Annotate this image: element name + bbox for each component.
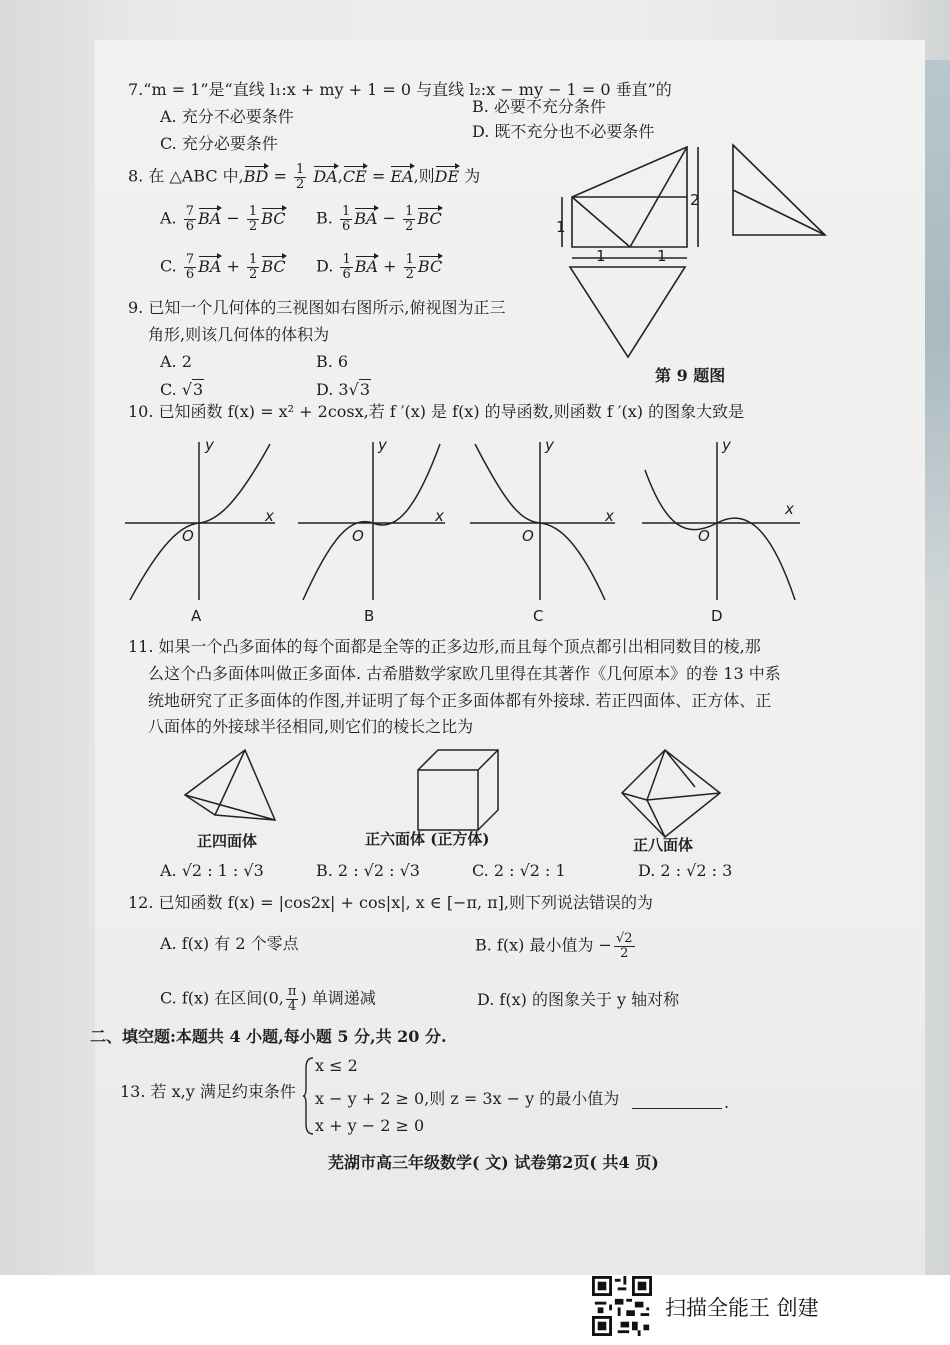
graph-d-label: D	[711, 607, 723, 625]
qr-code-icon	[592, 1276, 652, 1336]
q12-stem: 12. 已知函数 f(x) = |cos2x| + cos|x|, x ∈ [−π, π],则下列说法错误的为	[128, 893, 653, 912]
brace-icon	[303, 1056, 315, 1136]
cube-icon	[418, 770, 478, 830]
q11-option-a: A. √2 : 1 : √3	[160, 861, 264, 880]
section-2-heading: 二、填空题:本题共 4 小题,每小题 5 分,共 20 分.	[90, 1027, 447, 1046]
vector-de: DE	[434, 166, 460, 186]
q7-stem: 7.“m = 1”是“直线 l₁:x + my + 1 = 0 与直线 l₂:x − my − 1 = 0 垂直”的	[128, 80, 672, 99]
vector-ea: EA	[390, 166, 414, 186]
q9-three-view-figure	[550, 135, 840, 365]
q13-constraint-2: x − y + 2 ≥ 0,则 z = 3x − y 的最小值为	[315, 1089, 620, 1108]
q7-option-d: D. 既不充分也不必要条件	[472, 122, 655, 141]
q7-option-a: A. 充分不必要条件	[160, 107, 294, 126]
q11-line3: 统地研究了正多面体的作图,并证明了每个正多面体都有外接球. 若正四面体、正方体、正	[148, 691, 772, 710]
q8-option-b: B. $\frac{1}{6}$ BA − $\frac{1}{2}$ BC	[316, 204, 442, 234]
graph-b-origin: O	[352, 527, 364, 545]
graph-d-x-label: x	[785, 500, 794, 518]
q13-blank-end: .	[724, 1093, 730, 1112]
side-view-line	[733, 190, 825, 235]
q8-stem: 8. 在 △ABC 中,BD = $\frac{1}{2}$ DA,CE = EA,则DE 为	[128, 162, 481, 192]
q13-answer-blank	[632, 1108, 722, 1109]
graph-b-x-label: x	[435, 507, 444, 525]
graph-b-y-label: y	[378, 436, 387, 454]
q13-constraint-3: x + y − 2 ≥ 0	[315, 1116, 425, 1135]
side-view-outline	[733, 145, 825, 235]
q8-stem-suffix: 为	[464, 166, 481, 186]
tetrahedron-icon	[185, 750, 275, 820]
q10-graphs	[120, 430, 820, 610]
q9-dim-2: 2	[690, 191, 700, 209]
graph-c-x-label: x	[605, 507, 614, 525]
q7-option-b: B. 必要不充分条件	[472, 97, 606, 116]
graph-b-curve	[303, 444, 440, 600]
q9-dim-1-left: 1	[556, 218, 566, 236]
q11-option-d: D. 2 : √2 : 3	[638, 861, 733, 880]
q9-option-a: A. 2	[160, 352, 192, 371]
watermark-text: 扫描全能王 创建	[665, 1296, 819, 1320]
graph-a-x-label: x	[265, 507, 274, 525]
vector-bd: BD	[243, 166, 269, 186]
q12-option-b: B. f(x) 最小值为 − $\frac{√2}{2}$	[475, 931, 633, 961]
q11-line4: 八面体的外接球半径相同,则它们的棱长之比为	[148, 717, 474, 736]
q9-figure-caption: 第 9 题图	[655, 366, 726, 385]
q7-option-c: C. 充分必要条件	[160, 134, 278, 153]
octahedron-icon	[622, 750, 720, 837]
vector-ce: CE	[342, 166, 367, 186]
graph-d-y-label: y	[722, 436, 731, 454]
q9-option-d: D. 3√3	[316, 380, 370, 399]
eq-sign: =	[371, 166, 386, 186]
eq-sign: =	[273, 166, 287, 186]
q11-fig-cube: 正六面体 (正方体)	[365, 830, 490, 848]
q8-option-d: D. $\frac{1}{6}$ BA + $\frac{1}{2}$ BC	[316, 252, 443, 282]
graph-c-label: C	[533, 607, 544, 625]
q13-constraint-1: x ≤ 2	[315, 1056, 358, 1075]
q11-option-b: B. 2 : √2 : √3	[316, 861, 420, 880]
q8-option-a: A. $\frac{7}{6}$ BA − $\frac{1}{2}$ BC	[160, 204, 286, 234]
graph-d-origin: O	[698, 527, 710, 545]
q9-stem-line1: 9. 已知一个几何体的三视图如右图所示,俯视图为正三	[128, 298, 506, 317]
q11-option-c: C. 2 : √2 : 1	[472, 861, 566, 880]
q8-stem-prefix: 8. 在 △ABC 中,	[128, 166, 244, 186]
q13-prefix: 13. 若 x,y 满足约束条件	[120, 1082, 296, 1101]
front-view-line	[572, 197, 630, 247]
graph-c-origin: O	[522, 527, 534, 545]
vector-da: DA	[313, 166, 338, 186]
q12-option-c: C. f(x) 在区间(0, $\frac{\pi}{4}$ ) 单调递减	[160, 984, 376, 1014]
graph-b-label: B	[364, 607, 375, 625]
q12-option-d: D. f(x) 的图象关于 y 轴对称	[477, 990, 680, 1009]
q9-option-c: C. √3	[160, 380, 204, 399]
graph-a-label: A	[191, 607, 202, 625]
q9-dim-1-bottom-right: 1	[657, 247, 667, 265]
q11-fig-octahedron: 正八面体	[633, 836, 694, 854]
q9-stem-line2: 角形,则该几何体的体积为	[148, 325, 330, 344]
q11-line1: 11. 如果一个凸多面体的每个面都是全等的正多边形,而且每个顶点都引出相同数目的棱,那	[128, 637, 761, 656]
q8-option-c: C. $\frac{7}{6}$ BA + $\frac{1}{2}$ BC	[160, 252, 286, 282]
graph-a-curve	[130, 444, 270, 600]
page-footer: 芜湖市高三年级数学( 文) 试卷第2页( 共4 页)	[328, 1153, 659, 1172]
graph-a-y-label: y	[205, 436, 214, 454]
q9-option-b: B. 6	[316, 352, 349, 371]
fraction: $\frac{1}{2}$	[295, 162, 305, 192]
q11-line2: 么这个凸多面体叫做正多面体. 古希腊数学家欧几里得在其著作《几何原本》的卷 13 中系	[148, 664, 781, 683]
graph-d-curve	[645, 470, 795, 600]
q11-fig-tetrahedron: 正四面体	[197, 832, 258, 850]
graph-c-y-label: y	[545, 436, 554, 454]
q12-option-a: A. f(x) 有 2 个零点	[160, 934, 299, 953]
graph-a-origin: O	[182, 527, 194, 545]
q8-then: ,则	[413, 166, 435, 186]
q9-dim-1-bottom-left: 1	[596, 247, 606, 265]
q10-stem: 10. 已知函数 f(x) = x² + 2cosx,若 f ′(x) 是 f(x) 的导函数,则函数 f ′(x) 的图象大致是	[128, 402, 745, 421]
top-view-outline	[570, 267, 685, 357]
